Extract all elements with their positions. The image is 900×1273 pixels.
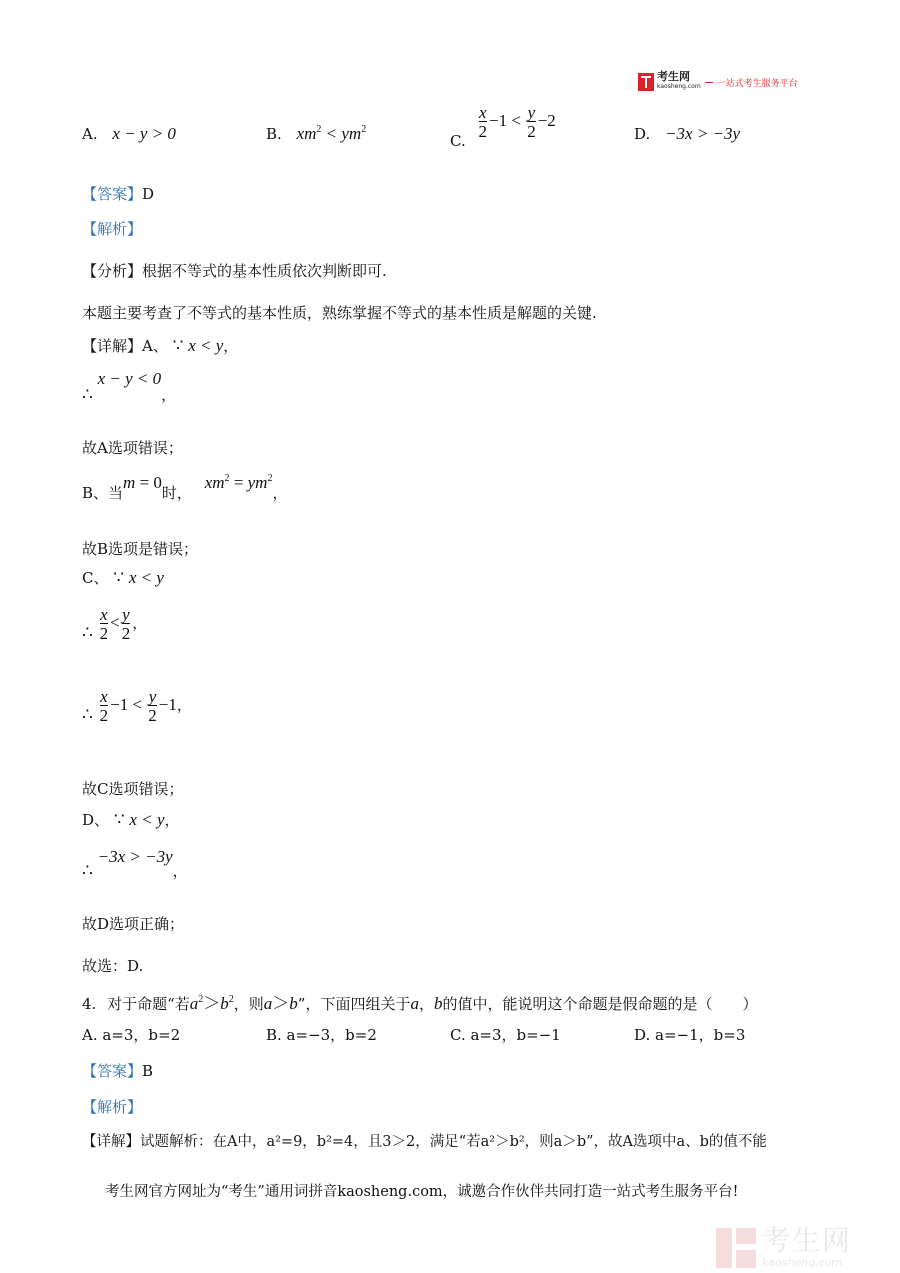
math-expr: $a^2>b^2$: [189, 994, 234, 1013]
q4-analysis-tag: 【解析】: [82, 1098, 143, 1116]
math-expr: $xm^2 = ym^2$: [204, 473, 273, 492]
answer-value: D: [142, 185, 155, 203]
q3-final: 故选：D.: [82, 957, 144, 975]
q3-detail-b: B、当m = 0时， $xm^2 = ym^2$，: [82, 473, 288, 502]
detail-prefix: D、: [82, 811, 110, 829]
because-symbol: ∵: [172, 336, 184, 356]
q3-answer: [82, 183, 154, 204]
watermark: [716, 1226, 852, 1269]
math-expr: x < y: [129, 810, 165, 829]
q3-c-conclusion: 故C选项错误；: [82, 780, 184, 798]
math-expr: −3x > −3y: [97, 847, 173, 866]
q3-detail-c-2: ∴ $\frac{x}{2}$ < $\frac{y}{2}$ ，: [82, 605, 148, 643]
option-label: B.: [266, 125, 282, 143]
q3-option-a: [82, 124, 176, 144]
detail-prefix: C、: [82, 569, 109, 587]
stem-part: ，则: [233, 995, 264, 1013]
q3-option-b: [266, 124, 366, 144]
q3-detail-a-2: ∴ x − y < 0，: [82, 369, 177, 405]
math-expr: b: [433, 994, 443, 1013]
stem-part: 的值中，能说明这个命题是假命题的是（ ）: [442, 995, 758, 1013]
because-symbol: ∵: [113, 568, 125, 588]
detail-prefix: B、当: [82, 484, 124, 502]
option-label: C.: [450, 131, 466, 150]
q4-stem: 4. 对于命题“若$a^2>b^2$，则a＞b”，下面四组关于a，b的值中，能说明这个命题是假命题的是（ ）: [82, 994, 758, 1013]
math-expr: x < y: [128, 568, 164, 587]
question-number: 4.: [82, 995, 97, 1013]
logo-divider: [705, 82, 713, 83]
therefore-symbol: ∴: [82, 622, 93, 643]
option-label: D.: [634, 125, 651, 143]
q3-option-d: [634, 124, 740, 144]
q3-detail-c: [82, 567, 164, 588]
q4-detail: 【详解】试题解析：在A中，a²=9，b²=4，且3＞2，满足“若a²＞b²，则a＞b”，故A选项中a、b的值不能: [82, 1134, 767, 1150]
math-expr: x − y < 0: [97, 369, 162, 388]
q3-b-conclusion: 故B选项是错误；: [82, 540, 199, 558]
q3-analysis-tag: 【解析】: [82, 220, 143, 238]
math-expr: a＞b: [263, 994, 298, 1013]
q4-answer: [82, 1060, 153, 1081]
watermark-icon: [716, 1228, 756, 1268]
q3-fenxi: 【分析】根据不等式的基本性质依次判断即可.: [82, 262, 387, 280]
math-expr: x < y: [188, 336, 224, 355]
detail-prefix: 【详解】A、: [82, 337, 168, 355]
therefore-symbol: ∴: [82, 385, 93, 405]
logo-slogan: 一站式考生服务平台: [716, 78, 798, 89]
watermark-domain: kaosheng.com: [762, 1256, 843, 1269]
math-expr: m = 0: [123, 473, 162, 492]
option-c-expr: $\frac{x}{2}$ −1 < $\frac{y}{2}$ −2: [478, 103, 556, 141]
q3-detail-a: 【详解】A、 ∵ x < y，: [82, 336, 239, 356]
therefore-symbol: ∴: [82, 861, 93, 881]
q3-a-conclusion: 故A选项错误；: [82, 439, 183, 457]
math-expr: a: [410, 994, 419, 1013]
because-symbol: ∵: [113, 810, 125, 830]
q3-option-c: [450, 103, 556, 150]
watermark-name: 考生网: [762, 1224, 853, 1257]
q4-option-c: C. a=3，b=−1: [450, 1026, 561, 1044]
option-b-expr: $xm^2 < ym^2$: [296, 124, 367, 143]
option-label: A.: [82, 125, 98, 143]
math-expr: $\frac{x}{2}$ < $\frac{y}{2}$: [99, 605, 131, 643]
header-logo: [638, 72, 798, 92]
math-expr: $\frac{x}{2}$ −1 < $\frac{y}{2}$ −1: [99, 687, 177, 725]
logo-icon: [638, 73, 654, 91]
stem-part: 对于命题“若: [107, 995, 190, 1013]
option-a-expr: x − y > 0: [112, 124, 176, 143]
option-d-expr: −3x > −3y: [665, 124, 741, 143]
q3-detail-d-2: ∴ −3x > −3y，: [82, 847, 188, 881]
answer-tag: 【答案】: [82, 185, 143, 203]
detail-mid: 时，: [161, 484, 192, 502]
answer-tag: 【答案】: [82, 1062, 143, 1080]
q4-option-d: D. a=−1，b=3: [634, 1026, 746, 1044]
q3-summary: 本题主要考查了不等式的基本性质，熟练掌握不等式的基本性质是解题的关键.: [82, 304, 597, 322]
footer-note: 考生网官方网址为“考生”通用词拼音kaosheng.com，诚邀合作伙伴共同打造一站式考生服务平台!: [105, 1184, 739, 1200]
q3-detail-d: D、 ∵ x < y，: [82, 810, 180, 830]
therefore-symbol: ∴: [82, 704, 93, 725]
q4-option-a: A. a=3，b=2: [82, 1026, 181, 1044]
q3-d-conclusion: 故D选项正确；: [82, 915, 185, 933]
stem-part: ”，下面四组关于: [297, 995, 411, 1013]
q3-detail-c-3: ∴ $\frac{x}{2}$ −1 < $\frac{y}{2}$ −1，: [82, 687, 192, 725]
logo-domain: kaosheng.com: [657, 83, 701, 90]
answer-value: B: [142, 1062, 154, 1080]
q4-option-b: B. a=−3，b=2: [266, 1026, 377, 1044]
logo-name: 考生网: [657, 70, 690, 83]
